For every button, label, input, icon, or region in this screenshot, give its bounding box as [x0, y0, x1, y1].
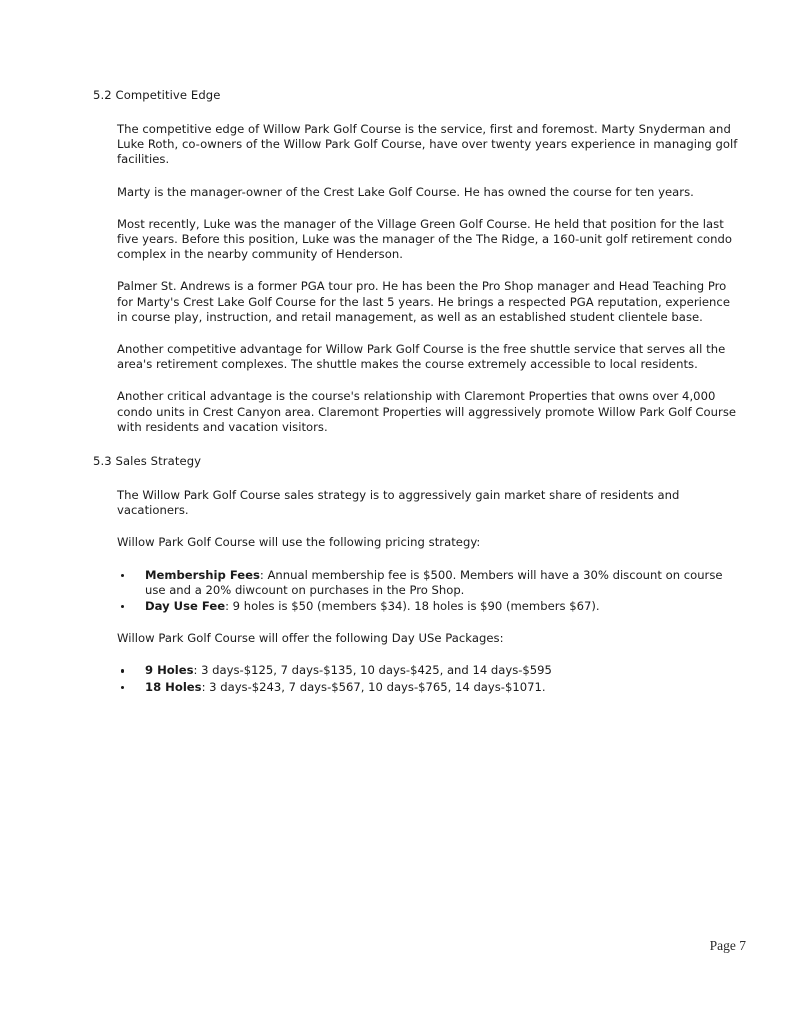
- bullet-icon: [121, 574, 124, 577]
- day-use-packages-list: [117, 663, 743, 694]
- list-item-lead: Membership Fees: [145, 567, 260, 582]
- page-content: [93, 88, 743, 712]
- paragraph: Another competitive advantage for Willow Park Golf Course is the free shuttle service that serves all the area's retirement complexes. The shuttle makes the course extremely accessible to local residents.: [117, 342, 726, 372]
- list-item-text: : Annual membership fee is $500. Members will have a 30% discount on course use and a 20% diwcount on purchases in the Pro Shop.: [145, 567, 723, 597]
- paragraph: The competitive edge of Willow Park Golf Course is the service, first and foremost. Marty Snyderman and Luke Roth, co-owners of the Willow Park Golf Course, have over twenty years experience in managing golf facilities.: [117, 122, 738, 167]
- list-item: [117, 663, 743, 678]
- list-item-text: : 3 days-$125, 7 days-$135, 10 days-$425, and 14 days-$595: [193, 663, 552, 678]
- list-item-text: : 3 days-$243, 7 days-$567, 10 days-$765, 14 days-$1071.: [201, 679, 546, 694]
- list-item-lead: 9 Holes: [145, 663, 194, 678]
- list-item-lead: 18 Holes: [145, 679, 202, 694]
- section-body-competitive-edge: [117, 122, 743, 435]
- paragraph: Willow Park Golf Course will use the following pricing strategy:: [117, 535, 481, 550]
- paragraph: Palmer St. Andrews is a former PGA tour pro. He has been the Pro Shop manager and Head Teaching Pro for Marty's Crest Lake Golf Course for the last 5 years. He brings a respected PGA reputation, experience in course play, instruction, and retail management, as well as an established student clientele base.: [117, 279, 730, 324]
- section-body-sales-strategy: [117, 488, 743, 695]
- list-item: [117, 599, 743, 614]
- paragraph: Most recently, Luke was the manager of the Village Green Golf Course. He held that position for the last five years. Before this position, Luke was the manager of the The Ridge, a 160-unit golf retirement condo complex in the nearby community of Henderson.: [117, 216, 733, 262]
- list-item: [117, 568, 743, 598]
- paragraph: Another critical advantage is the course's relationship with Claremont Properties that owns over 4,000 condo units in Crest Canyon area. Claremont Properties will aggressively promote Willow Park Golf Course with residents and vacation visitors.: [117, 389, 737, 434]
- page-number-footer: Page 7: [709, 938, 746, 953]
- section-heading-competitive-edge: 5.2 Competitive Edge: [93, 88, 221, 102]
- paragraph: Marty is the manager-owner of the Crest Lake Golf Course. He has owned the course for ten years.: [117, 184, 694, 199]
- bullet-icon: [121, 686, 124, 689]
- list-item-lead: Day Use Fee: [145, 599, 226, 614]
- packages-intro-paragraph: Willow Park Golf Course will offer the following Day USe Packages:: [117, 631, 504, 646]
- section-heading-sales-strategy: 5.3 Sales Strategy: [93, 454, 202, 469]
- list-item-text: : 9 holes is $50 (members $34). 18 holes is $90 (members $67).: [225, 599, 600, 614]
- paragraph: The Willow Park Golf Course sales strategy is to aggressively gain market share of residents and vacationers.: [117, 488, 680, 518]
- list-item: [117, 680, 743, 695]
- pricing-strategy-list: [117, 568, 743, 615]
- bullet-icon: [121, 605, 124, 608]
- bullet-icon: [121, 669, 124, 672]
